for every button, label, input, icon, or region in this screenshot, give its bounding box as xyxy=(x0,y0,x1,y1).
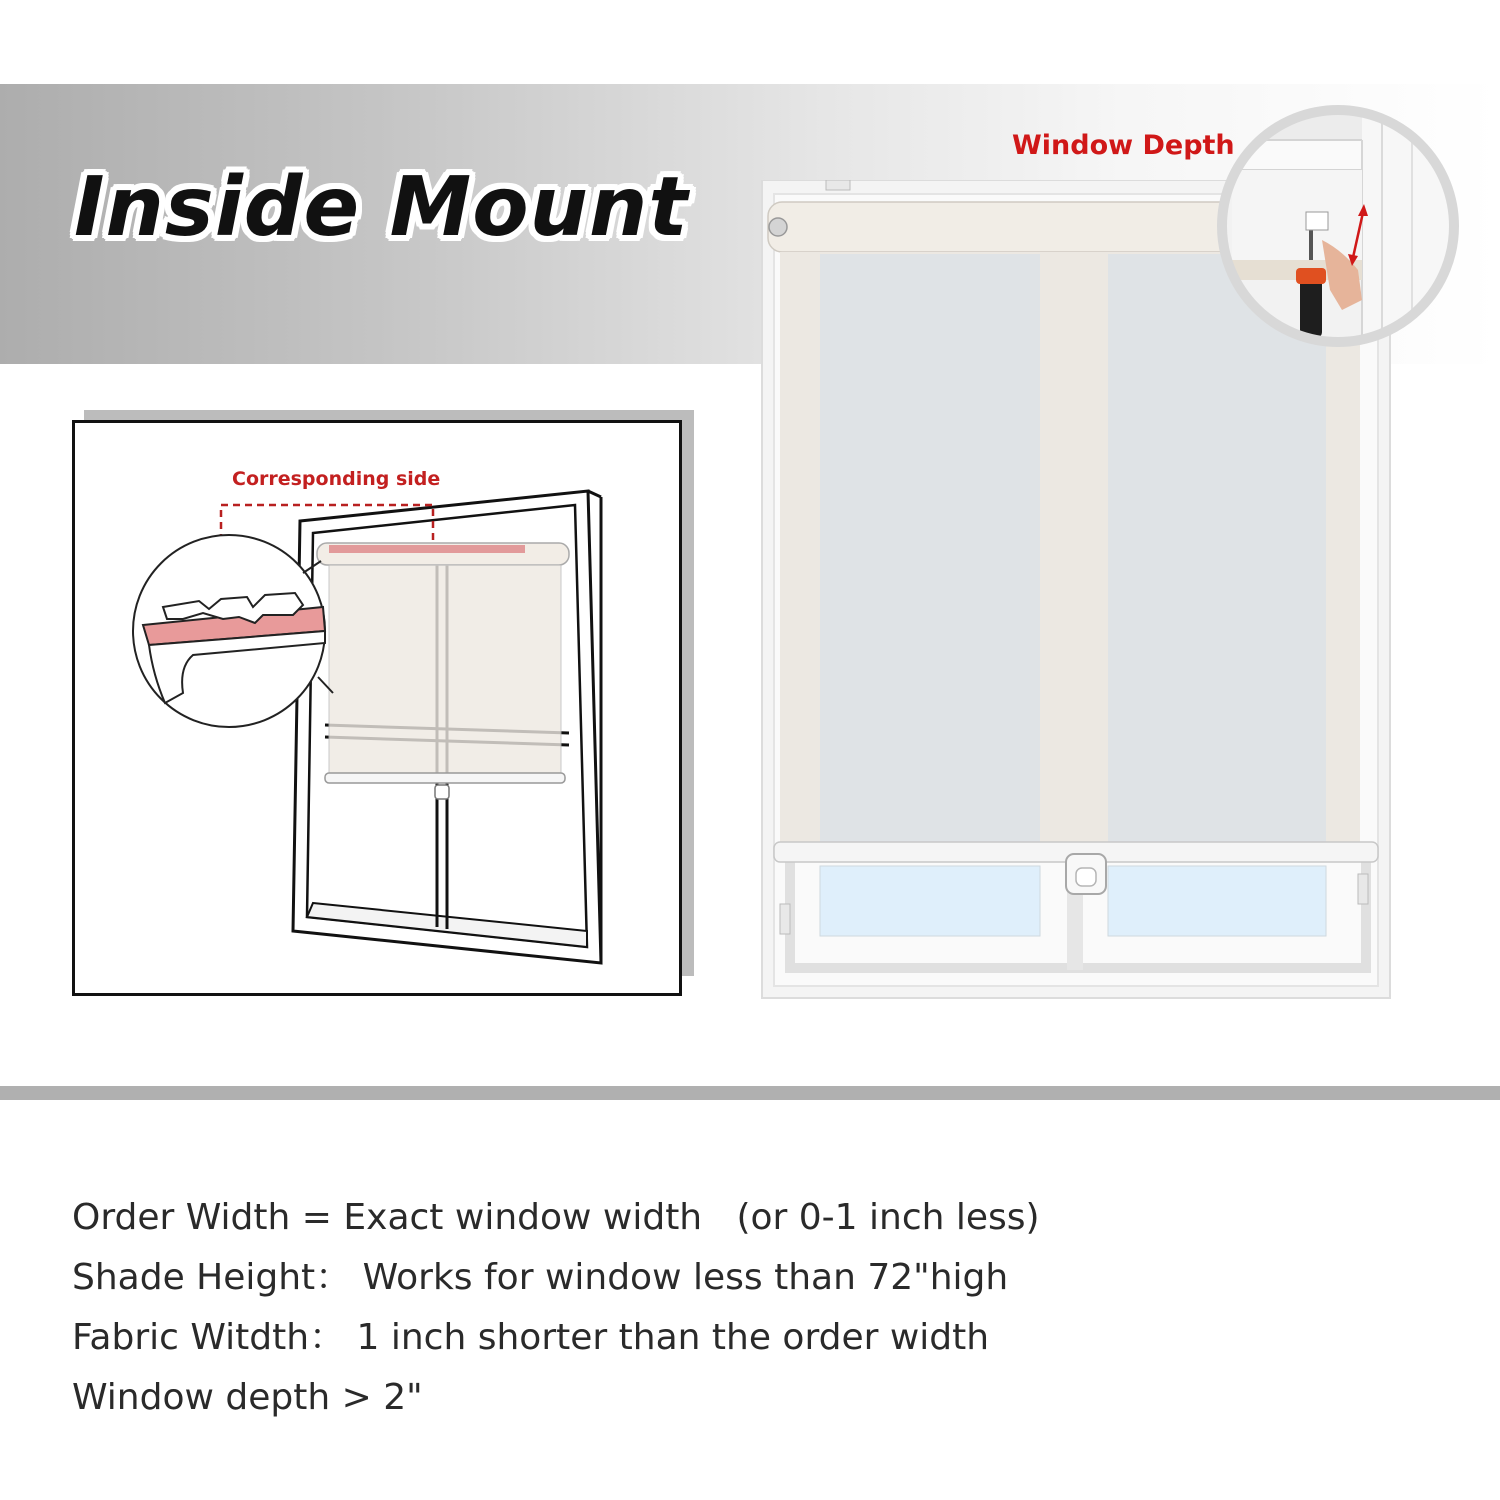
spec-label: Order Width xyxy=(72,1197,291,1238)
page-title: Inside Mount xyxy=(74,160,689,255)
spec-shade-height xyxy=(72,1248,1040,1308)
spec-separator: = xyxy=(290,1197,344,1238)
spec-value: 1 inch shorter than the order width xyxy=(356,1317,990,1358)
spec-separator: ： xyxy=(315,1257,363,1298)
spec-separator: ： xyxy=(309,1317,357,1358)
spec-separator: > xyxy=(330,1377,384,1418)
spec-fabric-width xyxy=(72,1308,1040,1368)
spec-value: 2" xyxy=(383,1377,423,1418)
spec-label: Shade Height xyxy=(72,1257,316,1298)
spec-value: Exact window width (or 0-1 inch less) xyxy=(343,1197,1040,1238)
corresponding-side-label: Corresponding side xyxy=(232,468,441,490)
spec-list xyxy=(72,1188,1040,1428)
window-depth-label: Window Depth xyxy=(1012,130,1235,161)
spec-label: Window depth xyxy=(72,1377,331,1418)
window-line-art xyxy=(75,423,679,993)
window-depth-zoom xyxy=(1212,100,1464,352)
spec-label: Fabric Witdth xyxy=(72,1317,310,1358)
spec-order-width xyxy=(72,1188,1040,1248)
section-divider xyxy=(0,1086,1500,1100)
spec-value: Works for window less than 72"high xyxy=(362,1257,1009,1298)
mount-diagram xyxy=(72,420,682,996)
spec-window-depth xyxy=(72,1368,1040,1428)
